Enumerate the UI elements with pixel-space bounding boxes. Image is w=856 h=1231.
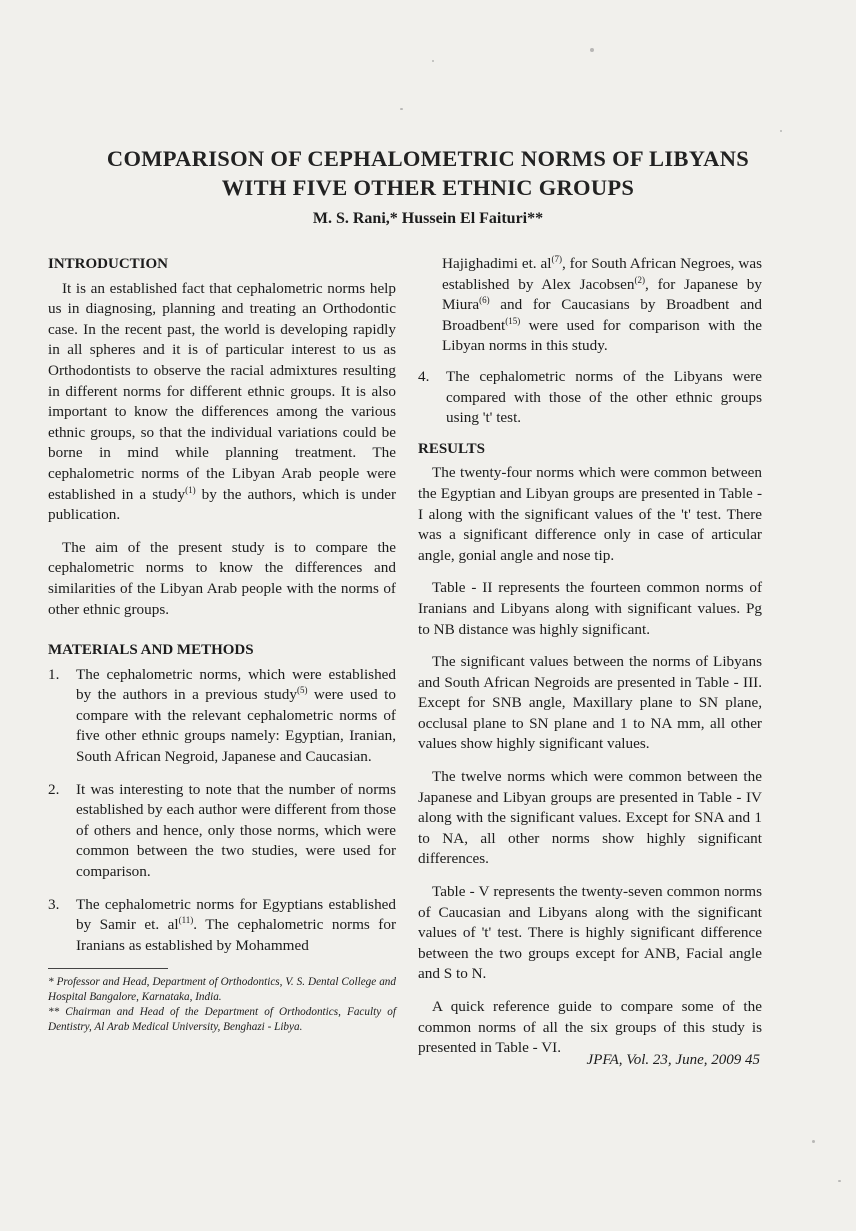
scan-speck (400, 108, 403, 110)
scan-speck (838, 1180, 841, 1182)
cont-text: and for Caucasians by Broadbent and Broadbent (442, 296, 762, 334)
item-text: The cephalometric norms, which were established by the authors in a previous study (76, 665, 396, 704)
title-line-1: COMPARISON OF CEPHALOMETRIC NORMS OF LIBYANS (106, 146, 750, 171)
introduction-paragraph-2: The aim of the present study is to compare the cephalometric norms to know the differences and similarities of the Libyan Arab people with the norms of other ethnic groups. (48, 538, 396, 618)
citation-sup: (11) (178, 915, 194, 926)
methods-heading: MATERIALS AND METHODS (48, 642, 254, 659)
paper-title (40, 144, 816, 202)
results-heading: RESULTS (418, 440, 485, 457)
methods-item-3-continued (418, 254, 762, 357)
scan-speck (780, 130, 782, 132)
footnote-2: ** Chairman and Head of the Department of Orthodontics, Faculty of Dentistry, Al Arab Medical University, Benghazi - Libya. (48, 1006, 396, 1034)
right-column (418, 254, 762, 1059)
item-number: 4. (418, 367, 430, 385)
citation-sup: (15) (505, 315, 521, 326)
journal-footer: JPFA, Vol. 23, June, 2009 45 (586, 1052, 760, 1068)
results-paragraph-4: The twelve norms which were common between the Japanese and Libyan groups are presented in Table - IV along with the significant values. Except for SNA and 1 to NA, all other norms show highly significant differences. (418, 768, 762, 868)
item-text-end: . The cephalometric norms for Iranians as established by Mohammed (76, 916, 397, 954)
scan-speck (590, 48, 594, 52)
citation-sup: (1) (185, 484, 196, 495)
results-paragraph-1: The twenty-four norms which were common between the Egyptian and Libyan groups are presented in Table - I along with the significant values of the 't' test. There was a significant difference only in case of articular angle, gonial angle and nose tip. (418, 464, 762, 564)
item-number: 3. (48, 895, 60, 913)
item-number: 2. (48, 780, 60, 798)
methods-item (48, 665, 396, 768)
methods-item (418, 367, 762, 429)
methods-item (48, 780, 396, 883)
results-paragraph-6: A quick reference guide to compare some of the common norms of all the six groups of this study is presented in Table - VI. (418, 998, 762, 1057)
cont-text: Hajighadimi et. al (442, 255, 552, 272)
left-column (48, 254, 396, 1035)
results-paragraph-2: Table - II represents the fourteen common norms of Iranians and Libyans along with significant values. Pg to NB distance was highly significant. (418, 579, 762, 638)
footnote-divider (48, 968, 168, 969)
author-line: M. S. Rani,* Hussein El Faituri** (312, 210, 544, 227)
cont-text: , for South African Negroes, was established by Alex Jacobsen (442, 255, 762, 293)
intro-p1-text: It is an established fact that cephalometric norms help us in diagnosing, planning and treating an Orthodontic case. In the recent past, the world is developing rapidly in all spheres and it is of particular interest to us as Orthodontists to observe the racial admixtures resulting in different norms for different ethnic groups. It is also important to know the differences among the various ethnic groups, so that the individual variations could be borne in mind while planning treatment. The cephalometric norms of the Libyan Arab people were established in a study (48, 279, 396, 503)
citation-sup: (5) (296, 685, 308, 696)
methods-list (48, 665, 396, 957)
citation-sup: (6) (479, 295, 490, 306)
item-number: 1. (48, 665, 60, 683)
item-text: The cephalometric norms of the Libyans were compared with those of the other ethnic groups using 't' test. (446, 367, 762, 427)
results-paragraph-5: Table - V represents the twenty-seven common norms of Caucasian and Libyans along with the significant values of 't' test. There is highly significant difference between the two groups except for ANB, Facial angle and S to N. (418, 883, 762, 983)
footnote-1: * Professor and Head, Department of Orthodontics, V. S. Dental College and Hospital Bangalore, Karnataka, India. (48, 976, 396, 1004)
cont-text: , for Japanese by Miura (442, 275, 762, 314)
intro-p1-end: by the authors, which is under publication. (48, 485, 396, 524)
methods-list-continued (418, 367, 762, 429)
scan-speck (432, 60, 434, 62)
introduction-heading: INTRODUCTION (48, 256, 169, 272)
methods-item (48, 895, 396, 957)
introduction-paragraph-1 (48, 279, 396, 526)
results-paragraph-3: The significant values between the norms of Libyans and South African Negroids are presented in Table - III. Except for SNB angle, Maxillary plane to SN plane, occlusal plane to SN plane and 1 to NA mm, all other values show highly significant values. (418, 653, 762, 753)
item-text: It was interesting to note that the number of norms established by each author were different from those of others and hence, only those norms, which were common between the two studies, were used for comparison. (76, 780, 396, 881)
cont-text: were used for comparison with the Libyan norms in this study. (442, 316, 762, 355)
title-line-2: WITH FIVE OTHER ETHNIC GROUPS (221, 175, 635, 200)
citation-sup: (7) (551, 253, 562, 264)
citation-sup: (2) (634, 274, 645, 285)
scan-speck (812, 1140, 815, 1143)
item-text-end: were used to compare with the relevant cephalometric norms of five other ethnic groups namely: Egyptian, Iranian, South African Negroid, Japanese and Caucasian. (76, 686, 396, 766)
item-text: The cephalometric norms for Egyptians established by Samir et. al (76, 895, 396, 934)
